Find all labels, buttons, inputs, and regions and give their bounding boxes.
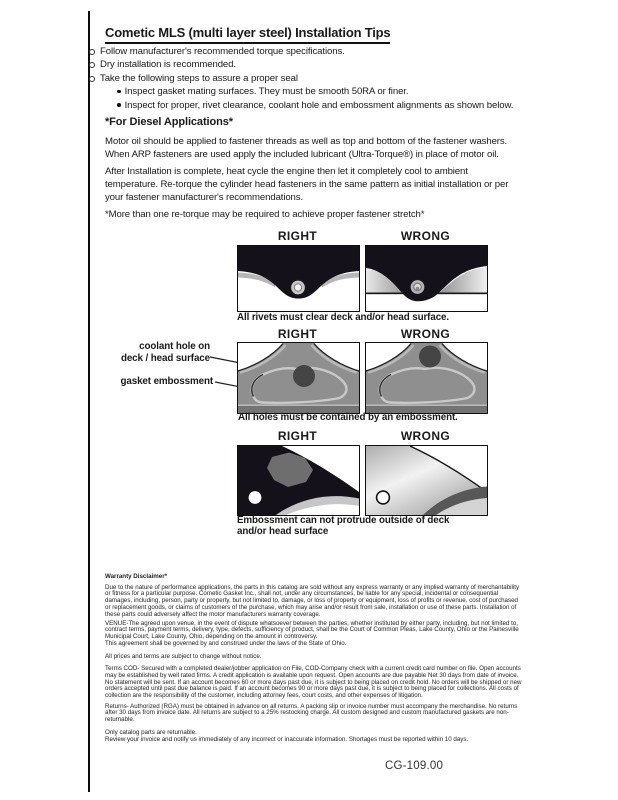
embossment-right-diagram xyxy=(237,342,360,414)
diesel-paragraph-1: Motor oil should be applied to fastener threads as well as top and bottom of the fastener washers. When ARP fasteners are used apply the included lubricant (Ultra-Torque®) in place of motor oil. xyxy=(105,135,508,160)
tip-text: Dry installation is recommended. xyxy=(100,59,236,71)
circle-bullet-icon xyxy=(89,49,95,55)
wrong-label: WRONG xyxy=(400,229,451,243)
tip-text: Inspect for proper, rivet clearance, coolant hole and embossment alignments as shown below. xyxy=(124,99,514,111)
right-label: RIGHT xyxy=(277,229,318,243)
circle-bullet-icon xyxy=(89,76,95,82)
retorque-note: *More than one re-torque may be required to achieve proper fastener stretch* xyxy=(105,209,425,221)
tip-text: Inspect gasket mating surfaces. They must be smooth 50RA or finer. xyxy=(124,86,409,98)
installation-tips-list xyxy=(89,45,513,112)
warranty-paragraph: Due to the nature of performance applications, the parts in this catalog are sold without any express warranty or any implied warranty of merchantability or fitness for a particular purpose. Cometic Gasket Inc., shall not, under any circumstances, be liable for any special, incidental or consequential damages, including, person, party or property, but not limited to, damage, or loss of property or equipment, loss of profits or revenue, cost of purchased or replacement goods, or claims of customers of the purchase, which may arise and/or result from sale, installation or use of these parts. Installation of these parts could adversely affect the motor manufacturers warranty coverage. xyxy=(105,583,520,618)
tip-sub-item xyxy=(116,99,513,112)
warranty-heading: Warranty Disclaimer* xyxy=(105,573,168,580)
scan-fold-line xyxy=(88,11,90,792)
set1-caption: All rivets must clear deck and/or head surface. xyxy=(237,312,450,323)
dot-bullet-icon xyxy=(117,90,121,94)
wrong-label: WRONG xyxy=(400,429,451,443)
catalog-parts-line: Only catalog parts are returnable. xyxy=(105,728,197,736)
right-label: RIGHT xyxy=(277,429,318,443)
set3-caption: Embossment can not protrude outside of deck and/or head surface xyxy=(237,515,450,537)
rivet-clearance-right-diagram xyxy=(237,245,360,312)
embossment-wrong-diagram xyxy=(365,342,488,414)
venue-paragraph: VENUE-The agreed upon venue, in the event of dispute whatsoever between the parties, whether instituted by either party, including, but not limited to, contract terms, payment terms, delivery, type, defects, sufficiency of product, shall be the Court of Common Pleas, Lake County, Ohio or the Painesville Municipal Court, Lake County, Ohio, depending on the amount in controversy. xyxy=(105,619,519,641)
governed-paragraph: This agreement shall be governed by and construed under the laws of the State of Ohio. xyxy=(105,639,347,647)
terms-cod-paragraph: Terms COD- Secured with a completed dealer/jobber application on File, COD-Company check with a current credit card number on file. Open accounts may be established by well rated firms. A credit application is available upon request. Open accounts are due payable Net 30 days from date of invoice. No statement will be sent. If an account becomes 60 or more days past due, it is subject to being placed on credit hold. No orders will be shipped or new orders accepted until past due balance is paid. If an account becomes 90 or more days past due, it is subject to being placed for collections. All costs of collection are the responsibility of the customer, including attorney fees, court costs, and other expenses of litigation. xyxy=(105,665,522,700)
wrong-label: WRONG xyxy=(400,327,451,341)
protrusion-right-diagram xyxy=(237,445,360,516)
right-label: RIGHT xyxy=(277,327,318,341)
tip-item xyxy=(89,58,513,71)
warranty-disclaimer-section xyxy=(105,574,523,749)
returns-paragraph: Returns- Authorized (RGA) must be obtained in advance on all returns. A packing slip or invoice number must accompany the merchandise. No returns after 30 days from invoice date. All returns are subject to a 25% restocking charge. All custom designed and custom manufactured gaskets are non-returnable. xyxy=(105,702,518,724)
page-title: Cometic MLS (multi layer steel) Installation Tips xyxy=(105,25,390,44)
gasket-embossment-pointer-label: gasket embossment xyxy=(120,376,213,387)
dot-bullet-icon xyxy=(117,103,121,107)
tip-text: Take the following steps to assure a proper seal xyxy=(100,72,298,84)
review-invoice-line: Review your invoice and notify us immediately of any incorrect or inaccurate information. Shortages must be reported within 10 days. xyxy=(105,735,469,743)
diesel-paragraph-2: After Installation is complete, heat cycle the engine then let it completely cool to ambient temperature. Re-torque the cylinder head fasteners in the same pattern as initial installation or per your fastener manufacturer's recommendations. xyxy=(105,165,509,203)
protrusion-wrong-diagram xyxy=(365,445,488,516)
diesel-applications-section xyxy=(105,116,523,226)
document-number: CG-109.00 xyxy=(385,760,444,772)
circle-bullet-icon xyxy=(89,62,95,68)
tip-item xyxy=(89,45,513,58)
coolant-hole-pointer-label: coolant hole on deck / head surface xyxy=(120,341,210,364)
tip-sub-item xyxy=(116,85,513,98)
tip-text: Follow manufacturer's recommended torque specifications. xyxy=(100,46,345,57)
tip-item xyxy=(89,72,513,85)
set2-caption: All holes must be contained by an embossment. xyxy=(238,412,458,423)
rivet-clearance-wrong-diagram xyxy=(365,245,488,312)
prices-paragraph: All prices and terms are subject to change without notice. xyxy=(105,652,262,660)
diesel-heading: *For Diesel Applications* xyxy=(105,116,233,128)
